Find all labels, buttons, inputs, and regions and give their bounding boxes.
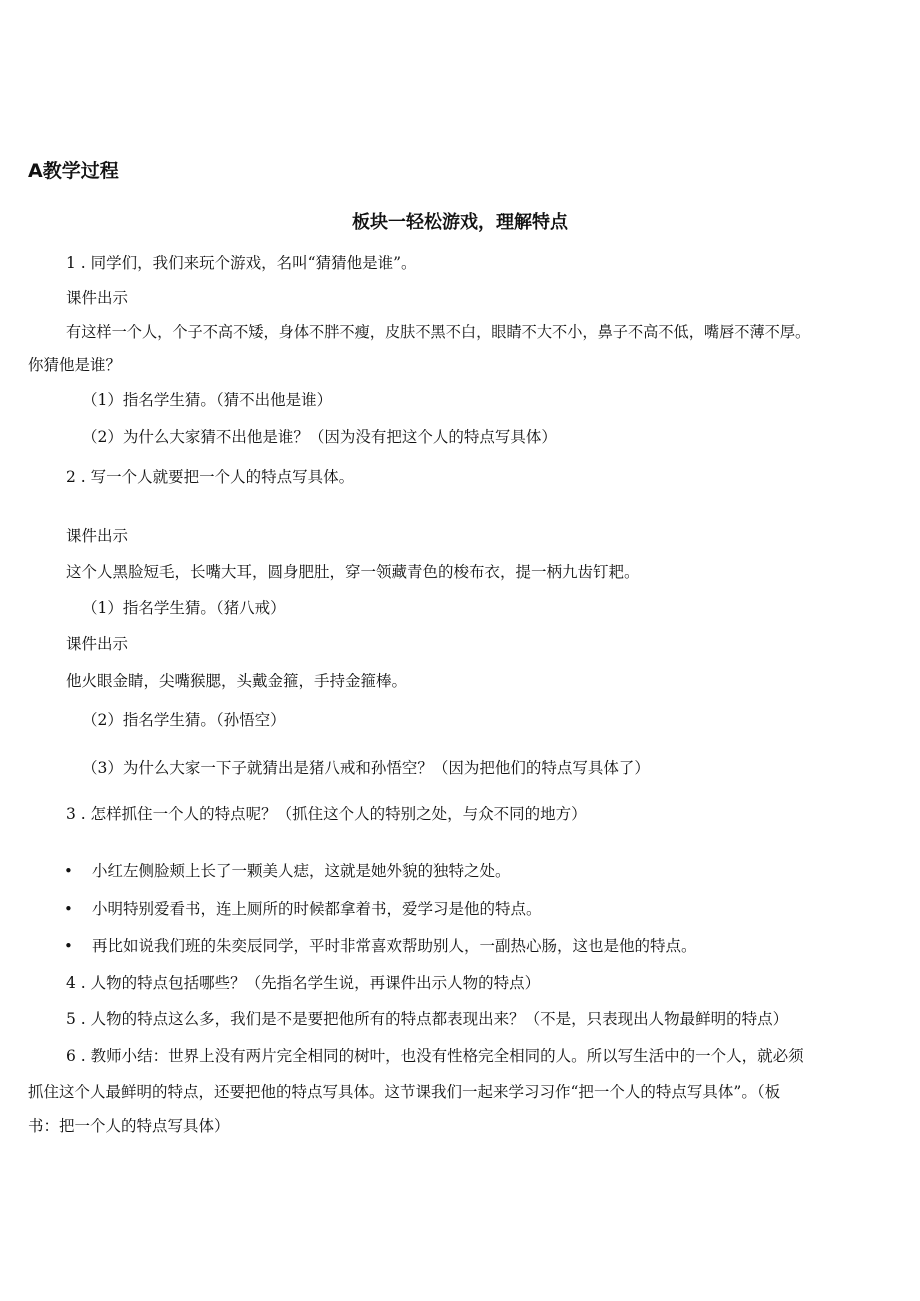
step-6: 6 . 教师小结：世界上没有两片完全相同的树叶，也没有性格完全相同的人。所以写生活中的一个人，就必须 bbox=[66, 1047, 804, 1065]
courseware-label: 课件出示 bbox=[66, 527, 129, 545]
sub-question: （1）指名学生猜。（猪八戒） bbox=[82, 599, 286, 617]
sub-question: （2）为什么大家猜不出他是谁？（因为没有把这个人的特点写具体） bbox=[82, 428, 557, 446]
section-heading: A教学过程 bbox=[28, 160, 119, 182]
block-title: 板块一轻松游戏，理解特点 bbox=[352, 212, 568, 233]
courseware-label: 课件出示 bbox=[66, 289, 129, 307]
step-6-cont: 抓住这个人最鲜明的特点，还要把他的特点写具体。这节课我们一起来学习习作“把一个人的特点写具体”。（板 bbox=[28, 1083, 781, 1101]
description-paragraph-cont: 你猜他是谁？ bbox=[28, 356, 122, 374]
sub-question: （3）为什么大家一下子就猜出是猪八戒和孙悟空？（因为把他们的特点写具体了） bbox=[82, 759, 650, 777]
bullet-item: 再比如说我们班的朱奕辰同学，平时非常喜欢帮助别人，一副热心肠，这也是他的特点。 bbox=[92, 937, 697, 955]
sub-question: （1）指名学生猜。（猜不出他是谁） bbox=[82, 391, 333, 409]
bullet-marker: • bbox=[64, 900, 73, 918]
description-paragraph: 有这样一个人，个子不高不矮，身体不胖不瘦，皮肤不黑不白，眼睛不大不小，鼻子不高不低，嘴唇不薄不厚。 bbox=[66, 323, 811, 341]
step-4: 4 . 人物的特点包括哪些？（先指名学生说，再课件出示人物的特点） bbox=[66, 974, 541, 992]
step-1: 1 . 同学们，我们来玩个游戏，名叫“猜猜他是谁”。 bbox=[66, 254, 417, 272]
bullet-item: 小红左侧脸颊上长了一颗美人痣，这就是她外貌的独特之处。 bbox=[92, 862, 511, 880]
sub-question: （2）指名学生猜。（孙悟空） bbox=[82, 711, 286, 729]
description-paragraph: 他火眼金睛，尖嘴猴腮，头戴金箍，手持金箍棒。 bbox=[66, 672, 408, 690]
step-6-cont: 书：把一个人的特点写具体） bbox=[28, 1117, 230, 1135]
description-paragraph: 这个人黑脸短毛，长嘴大耳，圆身肥肚，穿一领藏青色的梭布衣，提一柄九齿钉耙。 bbox=[66, 563, 640, 581]
courseware-label: 课件出示 bbox=[66, 635, 129, 653]
step-3: 3 . 怎样抓住一个人的特点呢？（抓住这个人的特别之处，与众不同的地方） bbox=[66, 805, 587, 823]
bullet-item: 小明特别爱看书，连上厕所的时候都拿着书，爱学习是他的特点。 bbox=[92, 900, 542, 918]
step-5: 5 . 人物的特点这么多，我们是不是要把他所有的特点都表现出来？（不是，只表现出人物最鲜明的特点） bbox=[66, 1010, 789, 1028]
step-2: 2 . 写一个人就要把一个人的特点写具体。 bbox=[66, 468, 355, 486]
bullet-marker: • bbox=[64, 937, 73, 955]
bullet-marker: • bbox=[64, 862, 73, 880]
